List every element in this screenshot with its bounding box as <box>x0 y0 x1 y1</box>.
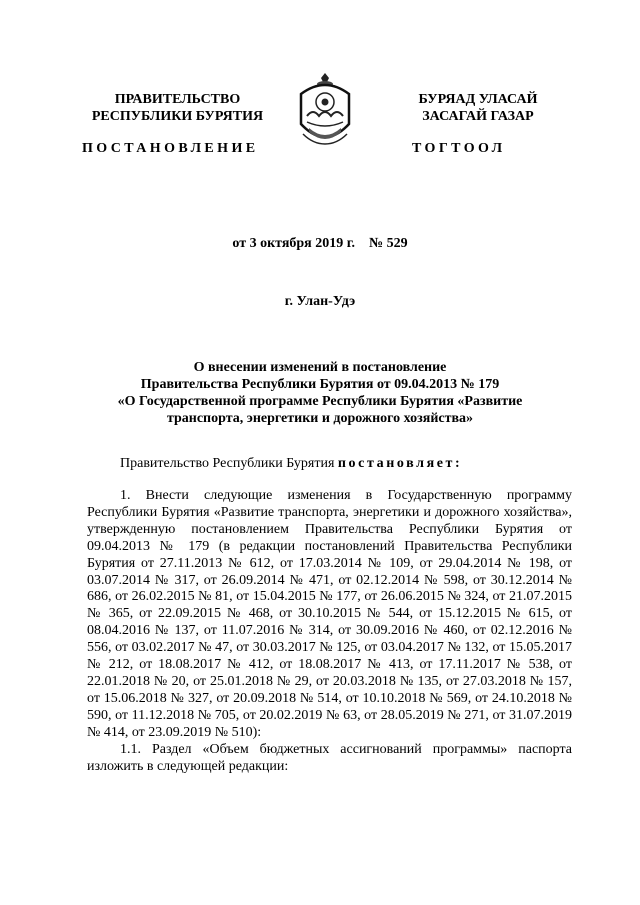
header-right-line2: ЗАСАГАЙ ГАЗАР <box>422 109 534 124</box>
header-right-line1: БУРЯАД УЛАСАЙ <box>418 92 538 107</box>
paragraph-1-1: 1.1. Раздел «Объем бюджетных ассигнований программы» паспорта изложить в следующей редакции: <box>87 741 572 774</box>
title-line3: «О Государственной программе Республики Бурятия «Развитие <box>117 394 523 409</box>
paragraph-1: 1. Внести следующие изменения в Государственную программу Республики Бурятия «Развитие транспорта, энергетики и дорожного хозяйства», утвержденную постановлением Правительства Республики Бурятия от 09.04.2013 № 179 (в редакции постановлений Правительства Республики Бурятия от 27.11.2013 № 612, от 17.03.2014 № 109, от 29.04.2014 № 198, от 03.07.2014 № 317, от 26.09.2014 № 471, от 02.12.2014 № 598, от 30.12.2014 № 686, от 26.02.2015 № 81, от 15.04.2015 № 177, от 26.06.2015 № 324, от 21.07.2015 № 365, от 22.09.2015 № 468, от 30.10.2015 № 544, от 15.12.2015 № 615, от 08.04.2016 № 137, от 11.07.2016 № 314, от 30.09.2016 № 460, от 02.12.2016 № 556, от 03.02.2017 № 47, от 30.03.2017 № 125, от 03.04.2017 № 132, от 15.05.2017 № 212, от 18.08.2017 № 412, от 18.08.2017 № 413, от 17.11.2017 № 538, от 22.01.2018 № 20, от 25.01.2018 № 29, от 20.03.2018 № 135, от 27.03.2018 № 157, от 15.06.2018 № 327, от 20.09.2018 № 514, от 10.10.2018 № 569, от 24.10.2018 № 590, от 11.12.2018 № 705, от 20.02.2019 № 63, от 28.05.2019 № 271, от 31.07.2019 № 414, от 23.09.2019 № 510): <box>87 488 572 740</box>
title-line2: Правительства Республики Бурятия от 09.04.2013 № 179 <box>140 377 500 392</box>
document-title <box>90 359 550 427</box>
preamble-text: Правительство Республики Бурятия <box>120 456 338 471</box>
doc-type-ru: ПОСТАНОВЛЕНИЕ <box>82 141 259 156</box>
header-right <box>372 91 584 125</box>
header-left-line1: ПРАВИТЕЛЬСТВО <box>114 92 241 107</box>
city: г. Улан-Удэ <box>284 294 356 309</box>
decree-word: постановляет: <box>337 456 463 471</box>
document-body <box>87 488 572 775</box>
coat-of-arms-icon <box>293 72 357 152</box>
date-number: от 3 октября 2019 г. № 529 <box>232 236 408 251</box>
header-left-line2: РЕСПУБЛИКИ БУРЯТИЯ <box>91 109 264 124</box>
title-line1: О внесении изменений в постановление <box>193 360 447 375</box>
doc-type-bua: ТОГТООЛ <box>412 141 506 156</box>
title-line4: транспорта, энергетики и дорожного хозяйства» <box>166 411 474 426</box>
preamble <box>120 456 462 472</box>
header-left <box>60 91 295 125</box>
